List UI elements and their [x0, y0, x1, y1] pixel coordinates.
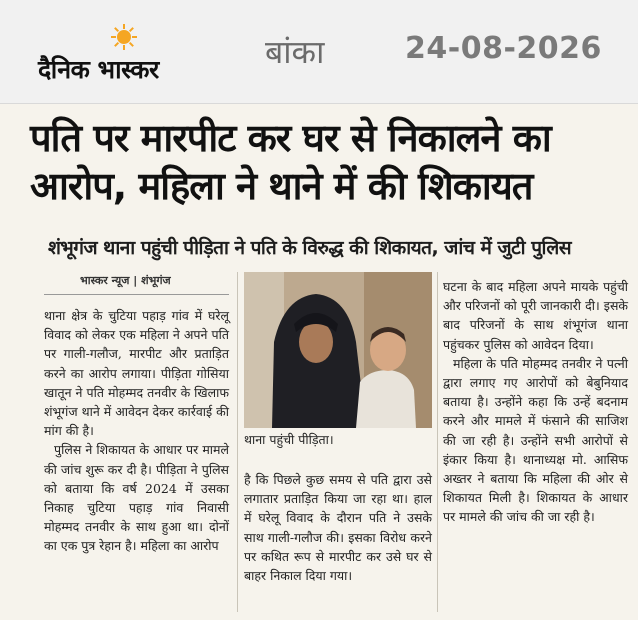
edition-place: बांका: [265, 33, 325, 71]
paragraph: महिला के पति मोहम्मद तनवीर ने पत्नी द्वारा लगाए गए आरोपों को बेबुनियाद बताया है। उन्होंने कहा कि उन्हें बदनाम करने और मामले में फंसाने की साजिश की जा रही है। उन्होंने सभी आरोपों से इंकार किया है। थानाध्यक्ष मो. आसिफ अख्तर ने बताया कि महिला की ओर से शिकायत मिली है। शिकायत के आधार पर मामले की जांच की जा रही है।: [443, 355, 628, 525]
paragraph: थाना क्षेत्र के चुटिया पहाड़ गांव में घरेलू विवाद को लेकर एक महिला ने अपने पति पर गाली-गलौज, मारपीट और प्रताड़ित करने का आरोप लगाया। पीड़िता गोसिया खातून ने पति मोहम्मद तनवीर के खिलाफ शंभूगंज थाने में आवेदन देकर कार्रवाई की मांग की है।: [44, 308, 229, 439]
dateline: भास्कर न्यूज | शंभूगंज: [80, 274, 171, 287]
sun-icon: [111, 24, 137, 50]
column-divider: [437, 272, 438, 612]
brand-logo: दैनिक भास्कर: [38, 55, 159, 84]
article-column-2: [244, 470, 432, 585]
headline-line-1: पति पर मारपीट कर घर से निकालने का: [30, 116, 551, 160]
paragraph: घटना के बाद महिला अपने मायके पहुंची और परिजनों को पूरी जानकारी दी। इसके बाद परिजनों के साथ शंभूगंज थाना पहुंचकर पुलिस को आवेदन दिया।: [443, 279, 628, 352]
photo-caption: थाना पहुंची पीड़िता।: [244, 432, 334, 447]
column-divider: [237, 272, 238, 612]
paragraph: है कि पिछले कुछ समय से पति द्वारा उसे लगातार प्रताड़ित किया जा रहा था। हाल में घरेलू विवाद के दौरान पति ने उसके साथ गाली-गलौज की। इसका विरोध करने पर कथित रूप से मारपीट कर उसे घर से बाहर निकाल दिया गया।: [244, 472, 432, 584]
edition-date: 24-08-2026: [405, 31, 602, 66]
article-column-3: [443, 277, 628, 527]
headline: [30, 114, 620, 210]
news-photo: [244, 272, 432, 428]
subheadline: शंभूगंज थाना पहुंची पीड़िता ने पति के विरुद्ध की शिकायत, जांच में जुटी पुलिस: [48, 237, 572, 259]
article-column-1: [44, 306, 229, 556]
dateline-divider: [44, 294, 229, 295]
photo-illustration: [244, 272, 432, 428]
headline-line-2: आरोप, महिला ने थाने में की शिकायत: [30, 164, 533, 208]
masthead: [0, 0, 638, 104]
paragraph: पुलिस ने शिकायत के आधार पर मामले की जांच शुरू कर दी है। पीड़िता ने पुलिस को बताया कि वर्ष 2024 में उसका निकाह चुटिया पहाड़ गांव निवासी मोहम्मद तनवीर के साथ हुआ था। दोनों का एक पुत्र रेहान है। महिला का आरोप: [44, 442, 229, 554]
